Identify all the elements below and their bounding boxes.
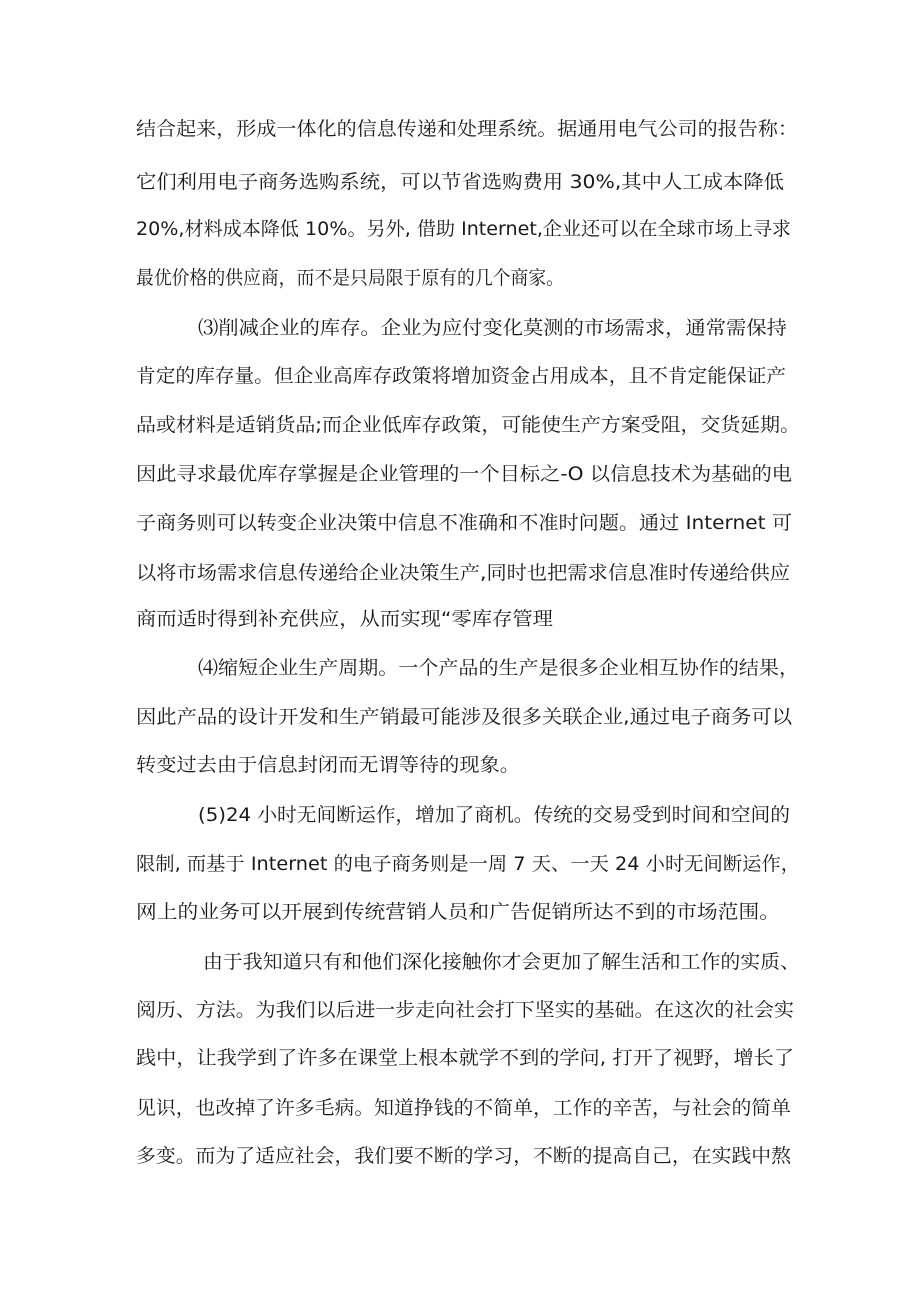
text-line [0, 503, 920, 543]
text-line-content: 阅历、方法。为我们以后进一步走向社会打下坚实的基础。在这次的社会实 [136, 999, 794, 1021]
text-line [0, 892, 920, 932]
text-line [0, 1038, 920, 1078]
text-line [0, 258, 920, 298]
text-line [0, 1088, 920, 1128]
text-line [0, 942, 920, 982]
text-line [0, 308, 920, 348]
text-line-content: 最优价格的供应商，而不是只局限于原有的几个商家。 [136, 267, 564, 289]
text-line [0, 745, 920, 785]
text-line-content: 因此寻求最优库存掌握是企业管理的一个目标之-O 以信息技术为基础的电 [136, 463, 792, 485]
text-line-content: 品或材料是适销货品;而企业低库存政策，可能使生产方案受阻，交货延期。 [136, 414, 800, 436]
text-line [0, 844, 920, 884]
text-line-content: ⑷缩短企业生产周期。一个产品的生产是很多企业相互协作的结果， [198, 657, 799, 679]
text-line [0, 599, 920, 639]
text-line-content: 肯定的库存量。但企业高库存政策将增加资金占用成本，且不肯定能保证产 [136, 365, 786, 387]
text-line [0, 405, 920, 445]
text-line-content: 因此产品的设计开发和生产销最可能涉及很多关联企业,通过电子商务可以 [136, 706, 792, 728]
text-line-content: 转变过去由于信息封闭而无谓等待的现象。 [136, 754, 520, 776]
text-line-content: 多变。而为了适应社会，我们要不断的学习，不断的提高自己，在实践中熬 [136, 1145, 792, 1167]
text-line [0, 795, 920, 835]
text-line-content: 由于我知道只有和他们深化接触你才会更加了解生活和工作的实质、 [203, 951, 800, 973]
text-line-content: 结合起来，形成一体化的信息传递和处理系统。据通用电气公司的报告称： [136, 118, 798, 140]
text-line [0, 109, 920, 149]
text-line [0, 648, 920, 688]
text-line [0, 209, 920, 249]
text-line-content: (5)24 小时无间断运作，增加了商机。传统的交易受到时间和空间的 [198, 804, 790, 826]
text-line-content: 子商务则可以转变企业决策中信息不准确和不准时问题。通过 Internet 可 [136, 512, 792, 534]
text-line [0, 162, 920, 202]
text-line [0, 990, 920, 1030]
text-line-content: 商而适时得到补充供应，从而实现“零库存管理 [136, 608, 553, 630]
text-line [0, 553, 920, 593]
text-line-content: 它们利用电子商务选购系统，可以节省选购费用 30%,其中人工成本降低 [136, 171, 784, 193]
text-line-content: 限制, 而基于 Internet 的电子商务则是一周 7 天、一天 24 小时无间断运作， [136, 853, 800, 875]
text-line [0, 356, 920, 396]
text-line [0, 454, 920, 494]
text-line-content: 网上的业务可以开展到传统营销人员和广告促销所达不到的市场范围。 [136, 901, 780, 923]
text-line-content: 见识，也改掉了许多毛病。知道挣钱的不简单，工作的辛苦，与社会的简单 [136, 1097, 792, 1119]
text-line [0, 1136, 920, 1176]
text-line [0, 697, 920, 737]
text-line-content: 践中，让我学到了许多在课堂上根本就学不到的学问, 打开了视野，增长了 [136, 1047, 795, 1069]
text-line-content: 20%,材料成本降低 10%。另外, 借助 Internet,企业还可以在全球市场上寻求 [136, 218, 791, 240]
text-line-content: ⑶削减企业的库存。企业为应付变化莫测的市场需求，通常需保持 [198, 317, 787, 339]
text-line-content: 以将市场需求信息传递给企业决策生产,同时也把需求信息准时传递给供应 [136, 562, 790, 584]
